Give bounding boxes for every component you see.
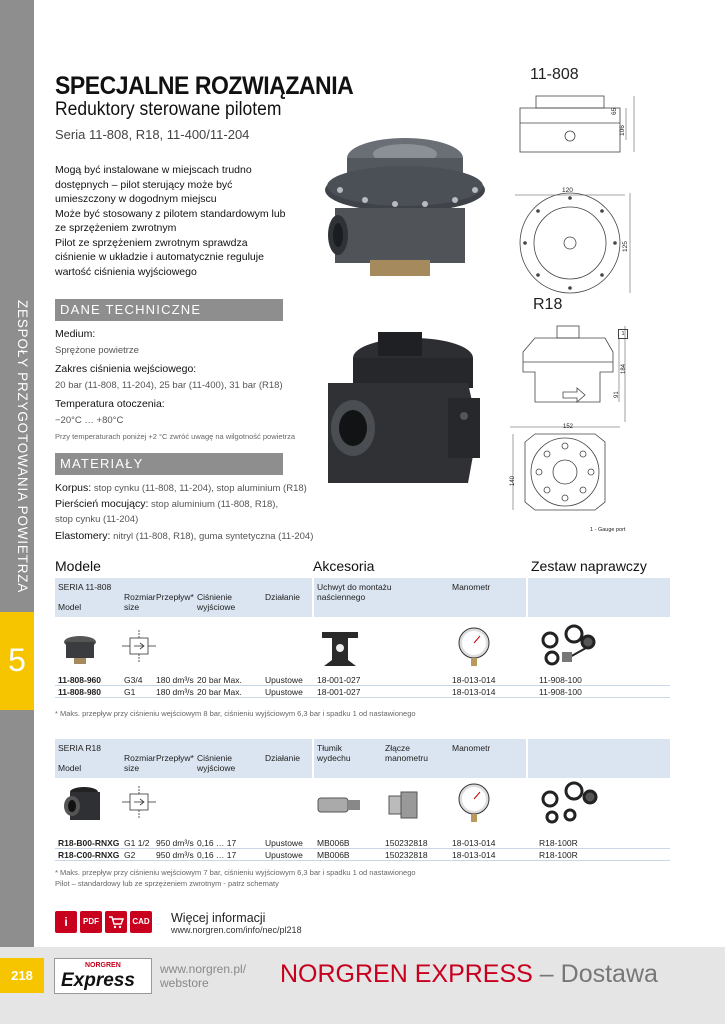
- col-action: Działanie: [265, 753, 300, 763]
- cell-size: G3/4: [124, 675, 143, 685]
- cell-repair: 11-908-100: [539, 687, 582, 697]
- cell-model: 11-808-980: [58, 687, 102, 697]
- cell-action: Upustowe: [265, 675, 303, 685]
- pressure-range-label: Zakres ciśnienia wejściowego:: [55, 363, 197, 375]
- table-r18-note-1: * Maks. przepływ przy ciśnieniu wejściowym 7 bar, ciśnieniu wyjściowym 6,3 bar i spadku 1 od nastawionego: [55, 868, 416, 877]
- more-info-icons: [55, 911, 152, 933]
- express-logo: [54, 958, 152, 994]
- col-acc2: Złącze manometru: [385, 743, 428, 763]
- cell-pressure: 0,16 … 17: [197, 838, 237, 848]
- col-acc3: Manometr: [452, 743, 491, 753]
- cell-acc3: 18-013-014: [452, 838, 496, 848]
- more-info-link[interactable]: www.norgren.com/info/nec/pl218: [171, 925, 302, 935]
- medium-label: Medium:: [55, 328, 96, 340]
- dim-label: 184: [621, 363, 627, 374]
- cell-repair: 11-908-100: [539, 675, 582, 685]
- gauge-adapter-thumbnail: [385, 790, 421, 825]
- cell-action: Upustowe: [265, 850, 303, 860]
- section-heading-tech: DANE TECHNICZNE: [55, 299, 283, 321]
- product-photo-11-808: [310, 128, 500, 278]
- col-pressure: Ciśnienie wyjściowe: [197, 592, 236, 612]
- description-item: Może być stosowany z pilotem standardowym lub ze sprzężeniem zwrotnym: [55, 207, 286, 234]
- pneumatic-symbol: [122, 786, 158, 825]
- cell-acc2: 18-013-014: [452, 675, 496, 685]
- material-ring-2: stop cynku (11-204): [55, 514, 139, 525]
- cell-action: Upustowe: [265, 838, 303, 848]
- sidebar: [0, 0, 34, 1024]
- table-r18-note-2: Pilot – standardowy lub ze sprzężeniem zwrotnym - patrz schematy: [55, 879, 279, 888]
- dim-label: 91: [614, 391, 620, 398]
- dim-label: 120: [562, 187, 573, 194]
- col-acc2: Manometr: [452, 582, 491, 592]
- header-cell: [528, 739, 670, 778]
- table-row: [55, 837, 670, 849]
- col-acc1: Uchwyt do montażu naściennego: [317, 582, 392, 602]
- cell-acc2: 150232818: [385, 838, 428, 848]
- series-label: SERIA R18: [58, 743, 101, 753]
- col-flow: Przepływ*: [156, 753, 194, 763]
- cell-flow: 180 dm³/s: [156, 687, 194, 697]
- pneumatic-symbol: [122, 630, 158, 669]
- col-size: Rozmiar size: [124, 753, 156, 773]
- gauge-thumbnail: [456, 627, 492, 672]
- models-title: Modele: [55, 558, 101, 574]
- cart-icon[interactable]: [105, 911, 127, 933]
- model-thumbnail: [60, 784, 104, 829]
- repair-kit-title: Zestaw naprawczy: [531, 558, 647, 574]
- drawing-code-11-808: 11-808: [530, 66, 579, 83]
- table-11-808-header: [55, 578, 670, 617]
- cell-pressure: 20 bar Max.: [197, 675, 242, 685]
- footer-web-1[interactable]: www.norgren.pl/: [160, 962, 247, 976]
- pressure-range-value: 20 bar (11-808, 11-204), 25 bar (11-400), 31 bar (R18): [55, 380, 283, 391]
- series-label: SERIA 11-808: [58, 582, 112, 592]
- chapter-number: 5: [8, 642, 26, 678]
- sidebar-vertical-title: ZESPOŁY PRZYGOTOWANIA POWIETRZA: [15, 300, 30, 594]
- table-row: [55, 849, 670, 861]
- col-acc1: Tłumik wydechu: [317, 743, 351, 763]
- drawing-code-r18: R18: [533, 296, 563, 313]
- cell-acc1: MB006B: [317, 850, 350, 860]
- description-item: Pilot ze sprzężeniem zwrotnym sprawdza ciśnienie w układzie i automatycznie reguluje wartość ciśnienia wyjściowego: [55, 236, 264, 278]
- cell-pressure: 0,16 … 17: [197, 850, 237, 860]
- table-r18-header: [55, 739, 670, 778]
- dim-label: 125: [622, 241, 629, 252]
- cell-repair: R18-100R: [539, 850, 578, 860]
- cell-acc1: 18-001-027: [317, 675, 361, 685]
- temperature-value: −20°C … +80°C: [55, 415, 124, 426]
- cell-flow: 950 dm³/s: [156, 850, 194, 860]
- model-thumbnail: [60, 632, 100, 671]
- col-model: Model: [58, 602, 82, 612]
- cell-acc1: MB006B: [317, 838, 350, 848]
- footer-title: NORGREN EXPRESS – Dostawa: [280, 960, 658, 988]
- chapter-marker: [0, 612, 34, 710]
- info-icon[interactable]: i: [55, 911, 77, 933]
- description-item: Mogą być instalowane w miejscach trudno dostępnych – pilot sterujący może być umieszczony w dogodnym miejscu: [55, 164, 252, 205]
- cell-flow: 950 dm³/s: [156, 838, 194, 848]
- temperature-label: Temperatura otoczenia:: [55, 398, 165, 410]
- col-pressure: Ciśnienie wyjściowe: [197, 753, 236, 773]
- cell-model: R18-C00-RNXG: [58, 850, 120, 860]
- col-action: Działanie: [265, 592, 300, 602]
- material-elastomers: Elastomery: nitryl (11-808, R18), guma syntetyczna (11-204): [55, 530, 314, 542]
- col-model: Model: [58, 763, 82, 773]
- material-ring: Pierścień mocujący: stop aluminium (11-808, R18),: [55, 498, 279, 510]
- cell-acc3: 18-013-014: [452, 850, 496, 860]
- more-info-title: Więcej informacji: [171, 911, 266, 925]
- material-body: Korpus: stop cynku (11-808, 11-204), stop aluminium (R18): [55, 482, 307, 494]
- cad-icon[interactable]: CAD: [130, 911, 152, 933]
- marker-box: 1: [618, 329, 628, 339]
- logo-brand: NORGREN: [85, 962, 121, 969]
- cell-size: G2: [124, 850, 136, 860]
- cell-acc1: 18-001-027: [317, 687, 361, 697]
- cell-acc2: 150232818: [385, 850, 428, 860]
- dim-label: 140: [510, 475, 516, 486]
- cell-flow: 180 dm³/s: [156, 675, 194, 685]
- cell-size: G1 1/2: [124, 838, 150, 848]
- pdf-icon[interactable]: PDF: [80, 911, 102, 933]
- col-flow: Przepływ*: [156, 592, 194, 602]
- section-heading-materials: MATERIAŁY: [55, 453, 283, 475]
- dim-label: 152: [563, 424, 574, 430]
- col-size: Rozmiar size: [124, 592, 156, 612]
- page-subtitle: Reduktory sterowane pilotem: [55, 99, 282, 120]
- series-line: Seria 11-808, R18, 11-400/11-204: [55, 127, 250, 142]
- cell-model: 11-808-960: [58, 675, 102, 685]
- table-11-808-note: * Maks. przepływ przy ciśnieniu wejściowym 8 bar, ciśnieniu wyjściowym 6,3 bar i spadku 1 od nastawionego: [55, 709, 416, 718]
- wall-bracket-thumbnail: [318, 628, 362, 673]
- gauge-port-legend: 1 - Gauge port: [590, 527, 626, 533]
- footer-web-2[interactable]: webstore: [160, 976, 209, 990]
- cell-acc2: 18-013-014: [452, 687, 496, 697]
- cell-action: Upustowe: [265, 687, 303, 697]
- page-number: 218: [0, 958, 44, 993]
- header-cell: [528, 578, 670, 617]
- product-photo-r18: [318, 328, 493, 493]
- repair-kit-thumbnail: [540, 781, 602, 830]
- temperature-note: Przy temperaturach poniżej +2 °C zwróć uwagę na wilgotność powietrza: [55, 432, 295, 441]
- cell-pressure: 20 bar Max.: [197, 687, 242, 697]
- page-title: SPECJALNE ROZWIĄZANIA: [55, 72, 354, 100]
- cell-repair: R18-100R: [539, 838, 578, 848]
- silencer-thumbnail: [316, 792, 362, 823]
- cell-model: R18-B00-RNXG: [58, 838, 120, 848]
- dim-label: 65: [611, 107, 618, 115]
- dim-label: 106: [619, 125, 626, 136]
- repair-kit-thumbnail: [540, 624, 602, 673]
- accessories-title: Akcesoria: [313, 558, 375, 574]
- medium-value: Sprężone powietrze: [55, 345, 139, 356]
- description: [55, 163, 287, 279]
- table-row: [55, 686, 670, 698]
- table-row: [55, 674, 670, 686]
- cell-size: G1: [124, 687, 136, 697]
- logo-name: Express: [61, 970, 135, 991]
- gauge-thumbnail: [456, 783, 492, 828]
- technical-drawing-11-808: [510, 88, 640, 303]
